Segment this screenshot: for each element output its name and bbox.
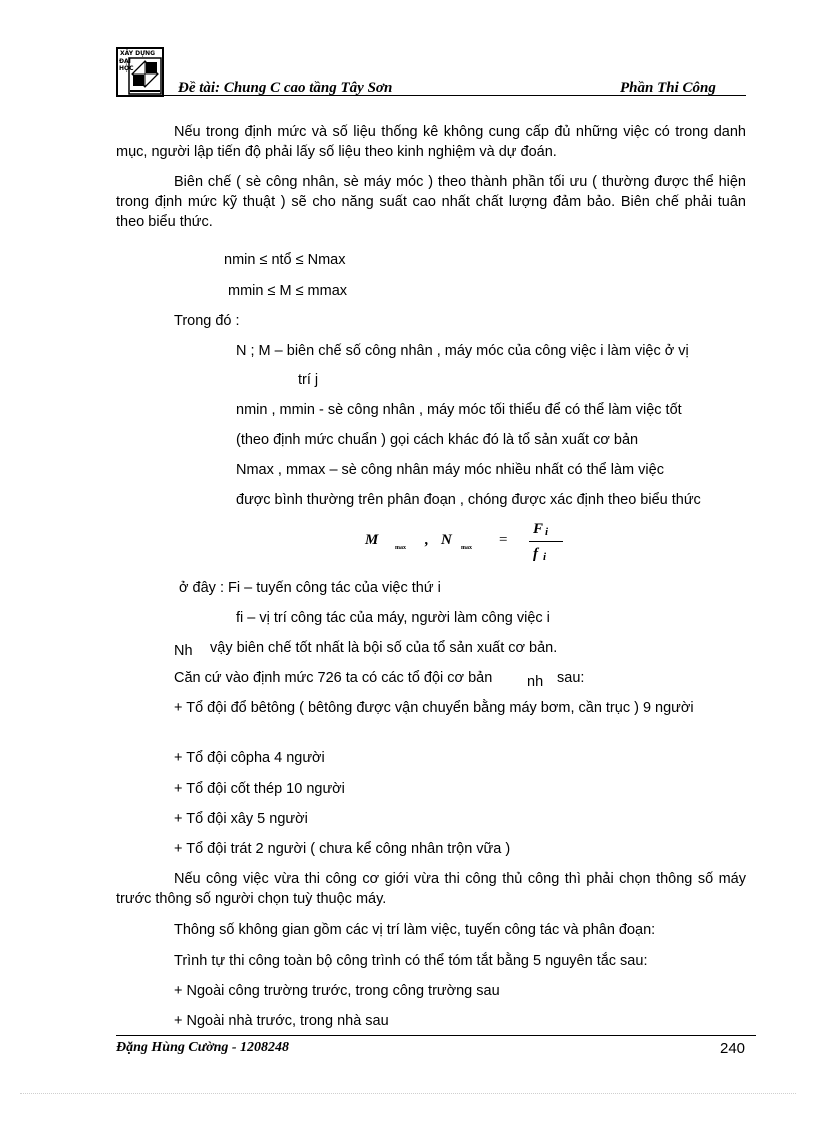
equation-1: nmin ≤ ntổ ≤ Nmax bbox=[224, 252, 346, 268]
basis-nh: nh bbox=[527, 674, 544, 690]
definition-3b: được bình thường trên phân đoạn , chóng được xác định theo biểu thức bbox=[236, 492, 701, 508]
page-number: 240 bbox=[720, 1040, 746, 1057]
header-section: Phần Thi Công bbox=[620, 80, 716, 96]
paragraph-1: Nếu trong định mức và số liệu thống kê không cung cấp đủ những việc có trong danh mục, người lập tiến độ phải lấy số liệu theo kinh nghiệm và dự đoán. bbox=[116, 124, 746, 160]
fraction-bar bbox=[529, 541, 563, 542]
here-line-1: ở đây : Fi – tuyến công tác của việc thứ i bbox=[179, 580, 441, 596]
definition-1a: N ; M – biên chế số công nhân , máy móc của công việc i làm việc ở vị bbox=[236, 343, 689, 359]
team-item-1: + Tổ đội đổ bêtông ( bêtông được vận chuyển bằng máy bơm, cần trục ) 9 người bbox=[174, 700, 694, 716]
principle-1: + Ngoài công trường trước, trong công trường sau bbox=[174, 983, 500, 999]
definition-1b: trí j bbox=[298, 372, 319, 388]
basis-end: sau: bbox=[557, 670, 585, 686]
team-item-5: + Tổ đội trát 2 người ( chưa kể công nhân trộn vữa ) bbox=[174, 841, 511, 857]
formula-numerator: F bbox=[533, 521, 544, 537]
team-item-2: + Tổ đội côpha 4 người bbox=[174, 750, 325, 766]
definition-2a: nmin , mmin - sè công nhân , máy móc tối thiểu để có thể làm việc tốt bbox=[236, 402, 682, 418]
conclusion-line: vậy biên chế tốt nhất là bội số của tổ sản xuất cơ bản. bbox=[210, 640, 558, 656]
logo-emblem-icon bbox=[128, 57, 162, 95]
header-title: Đề tài: Chung C cao tầng Tây Sơn bbox=[178, 80, 393, 96]
definition-3a: Nmax , mmax – sè công nhân máy móc nhiều nhất có thể làm việc bbox=[236, 462, 664, 478]
formula-n-subscript: max bbox=[461, 545, 472, 551]
page-bottom-border bbox=[20, 1093, 796, 1094]
basis-line: Căn cứ vào định mức 726 ta có các tổ đội cơ bản bbox=[174, 670, 493, 686]
equation-2: mmin ≤ M ≤ mmax bbox=[228, 283, 348, 299]
paragraph-3: Nếu công việc vừa thi công cơ giới vừa thi công thủ công thì phải chọn thông số máy trước thông số người chọn tuỳ thuộc máy. bbox=[116, 871, 746, 907]
formula-m: M bbox=[365, 532, 379, 548]
nh-label: Nh bbox=[174, 643, 193, 659]
formula-denominator: f bbox=[533, 546, 538, 562]
paragraph-5: Trình tự thi công toàn bộ công trình có thể tóm tắt bằng 5 nguyên tắc sau: bbox=[174, 953, 648, 969]
paragraph-2: Biên chế ( sè công nhân, sè máy móc ) theo thành phần tối ưu ( thường được thể hiện trong định mức kỹ thuật ) sẽ cho năng suất cao nhất chất lượng đảm bảo. Biên chế phải tuân theo biểu thức. bbox=[116, 174, 746, 230]
university-logo bbox=[116, 47, 164, 97]
formula-equals: = bbox=[499, 532, 508, 548]
footer-author: Đặng Hùng Cường - 1208248 bbox=[116, 1040, 290, 1055]
formula-denominator-subscript: i bbox=[543, 551, 547, 563]
paragraph-4: Thông số không gian gồm các vị trí làm việc, tuyến công tác và phân đoạn: bbox=[174, 922, 656, 938]
header-divider bbox=[116, 95, 746, 96]
definition-2b: (theo định mức chuẩn ) gọi cách khác đó là tổ sản xuất cơ bản bbox=[236, 432, 639, 448]
formula-n: N bbox=[441, 532, 452, 548]
max-formula bbox=[365, 520, 605, 570]
where-label: Trong đó : bbox=[174, 313, 240, 329]
formula-m-subscript: max bbox=[395, 545, 406, 551]
principle-2: + Ngoài nhà trước, trong nhà sau bbox=[174, 1013, 389, 1029]
team-item-3: + Tổ đội cốt thép 10 người bbox=[174, 781, 345, 797]
formula-numerator-subscript: i bbox=[545, 526, 549, 538]
logo-side-text: ĐẠI HỌC bbox=[119, 58, 134, 72]
team-item-4: + Tổ đội xây 5 người bbox=[174, 811, 308, 827]
formula-comma: , bbox=[425, 532, 429, 548]
logo-top-text: XÂY DỰNG bbox=[120, 50, 156, 57]
footer-divider bbox=[116, 1035, 756, 1036]
here-line-2: fi – vị trí công tác của máy, người làm công việc i bbox=[236, 610, 550, 626]
